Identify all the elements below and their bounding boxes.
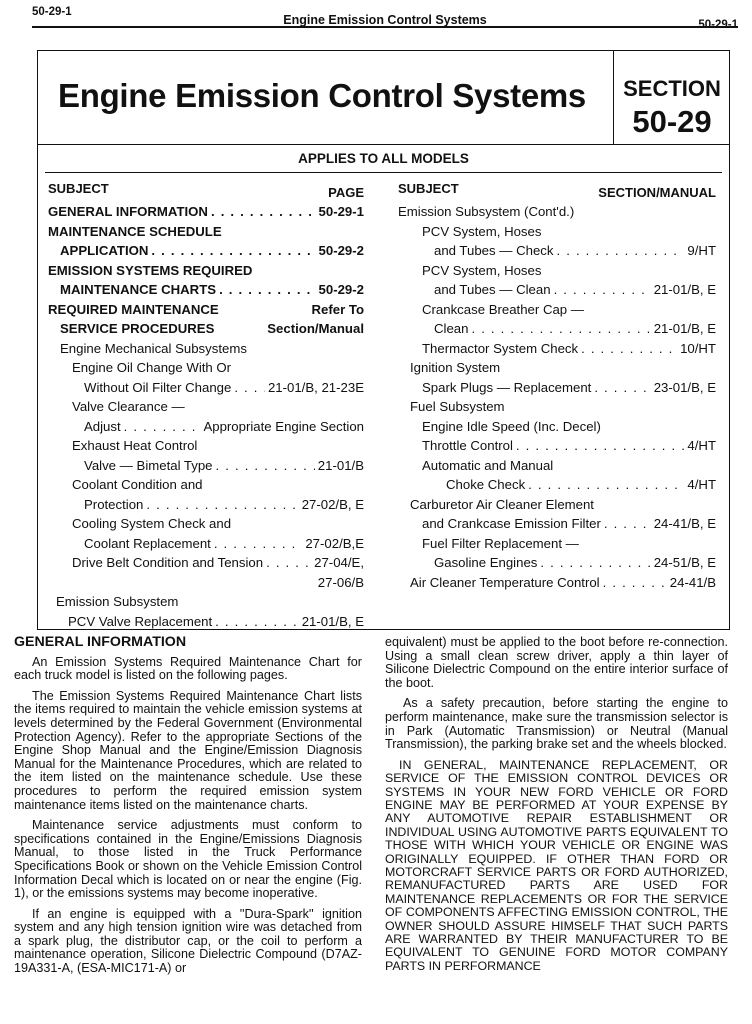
section-label: SECTION	[623, 76, 721, 101]
toc-entry[interactable]	[398, 319, 716, 339]
toc-entry-text: Cooling System Check and	[72, 516, 232, 531]
toc-entry-text: Coolant Replacement	[84, 535, 211, 551]
toc-entry[interactable]	[48, 358, 364, 378]
body-paragraph: If an engine is equipped with a ''Dura-Spark'' ignition system and any high tension ignition wire was detached from a spark plug, the distributor cap, or the coil to perform a maintenance operation, Silicone Dielectric Compound (D7AZ-19A331-A, (ESA-MIC171-A) or	[14, 906, 362, 976]
leader-dots	[215, 612, 299, 632]
body-paragraph: An Emission Systems Required Maintenance Chart for each truck model is listed on the following pages.	[14, 654, 362, 683]
toc-entry-text: Coolant Condition and	[72, 477, 203, 492]
toc-entry-page-continued: 27-06/B	[317, 574, 364, 590]
toc-entry-text: Valve Clearance —	[72, 399, 185, 414]
toc-entry[interactable]	[48, 456, 364, 476]
toc-entry[interactable]	[48, 300, 364, 320]
toc-entry-page: 24-41/B, E	[653, 516, 716, 531]
leader-dots	[554, 280, 651, 300]
toc-entry-text: and Crankcase Emission Filter	[422, 516, 601, 531]
body-left-column	[14, 636, 362, 983]
leader-dots	[603, 573, 667, 593]
toc-entry-text: Without Oil Filter Change	[84, 379, 232, 395]
toc-entry-text: Choke Check	[446, 477, 526, 492]
body-paragraph: equivalent) must be applied to the boot before re-connection. Using a small clean screw driver, apply a thin layer of Silicone Dielectric Compound on the entire interior surface of the boot.	[385, 635, 728, 690]
running-header-title: Engine Emission Control Systems	[283, 13, 487, 27]
leader-dots	[594, 378, 650, 398]
toc-entry-text: MAINTENANCE CHARTS	[60, 282, 217, 297]
toc-entry-page: Appropriate Engine Section	[203, 418, 364, 434]
toc-entry-text: Engine Idle Speed (Inc. Decel)	[422, 418, 601, 434]
leader-dots	[516, 436, 685, 456]
subject-heading: SUBJECT	[48, 181, 109, 196]
leader-dots	[581, 339, 677, 359]
toc-entry-text: Ignition System	[410, 360, 501, 375]
toc-entry-text: MAINTENANCE SCHEDULE	[48, 223, 222, 239]
toc-entry[interactable]	[398, 514, 716, 534]
toc-entry[interactable]	[48, 319, 364, 339]
applies-to-line: APPLIES TO ALL MODELS	[298, 151, 469, 166]
toc-entry-page: 50-29-2	[318, 243, 364, 258]
toc-entry[interactable]	[48, 397, 364, 417]
leader-dots	[540, 553, 650, 573]
toc-entry-text: Engine Oil Change With Or	[72, 360, 232, 375]
toc-column-header	[48, 179, 364, 202]
section-badge	[613, 51, 730, 144]
toc-entry[interactable]	[398, 417, 716, 437]
toc-entry-text: REQUIRED MAINTENANCE	[48, 301, 219, 317]
body-paragraph: The Emission Systems Required Maintenance Chart lists the items required to maintain the vehicle emission systems at levels determined by the Federal Government (Environmental Protection Agency). Refer to the appropriate Sections of the Engine Shop Manual and the Engine/Emission Diagnosis Manual for the Maintenance Procedures, which are related to the item listed on the maintenance schedule. Use these procedures to perform the required emission system maintenance items listed on the maintenance charts.	[14, 688, 362, 812]
toc-entry-page: 23-01/B, E	[653, 379, 716, 395]
toc-entry[interactable]	[398, 378, 716, 398]
toc-entry-page: 27-04/E,	[314, 555, 364, 570]
section-contents-box	[37, 50, 730, 630]
toc-entry-text: Emission Subsystem	[56, 594, 179, 609]
toc-entry-text: Emission Subsystem (Cont'd.)	[398, 204, 575, 219]
toc-entry-text: and Tubes — Check	[434, 243, 554, 258]
toc-entry-text: Protection	[84, 496, 144, 512]
toc-entry-text: Air Cleaner Temperature Control	[410, 574, 600, 590]
toc-entry-text: PCV System, Hoses	[422, 223, 542, 239]
toc-entry[interactable]	[398, 436, 716, 456]
toc-entry-text: GENERAL INFORMATION	[48, 204, 208, 219]
leader-dots	[214, 534, 303, 554]
toc-entry-text: Clean	[434, 321, 469, 336]
body-paragraph: As a safety precaution, before starting the engine to perform maintenance, make sure the transmission selector is in Park (Automatic Transmission) or Neutral (Manual Transmission), the parking brake set and the wheels blocked.	[385, 696, 728, 752]
leader-dots	[528, 475, 684, 495]
leader-dots	[266, 553, 311, 573]
toc-entry-text: Thermactor System Check	[422, 340, 579, 356]
leader-dots	[124, 417, 201, 437]
leader-dots	[146, 495, 298, 515]
toc-entry-page: 21-01/B, E	[301, 613, 364, 629]
toc-entry-text: EMISSION SYSTEMS REQUIRED	[48, 262, 253, 278]
toc-entry[interactable]	[48, 514, 364, 534]
title-row	[38, 51, 729, 145]
toc-entry[interactable]	[398, 339, 716, 359]
toc-entry-text: Valve — Bimetal Type	[84, 457, 213, 473]
leader-dots	[216, 456, 315, 476]
toc-entry[interactable]	[48, 475, 364, 495]
toc-column-header	[398, 179, 716, 202]
toc-entry[interactable]	[398, 495, 716, 515]
toc-entry[interactable]	[398, 222, 716, 242]
toc-entry[interactable]	[398, 280, 716, 300]
section-number: 50-29	[632, 104, 712, 139]
toc-entry-page: 27-02/B, E	[301, 496, 364, 512]
toc-entry-text: and Tubes — Clean	[434, 282, 551, 297]
toc-entry[interactable]	[398, 300, 716, 320]
toc-entry[interactable]	[398, 475, 716, 495]
toc-entry[interactable]	[48, 280, 364, 300]
toc-entry-page: 21-01/B, E	[653, 321, 716, 336]
leader-dots	[604, 514, 651, 534]
toc-entry-page: 4/HT	[687, 477, 716, 492]
toc-entry-text: Drive Belt Condition and Tension	[72, 555, 264, 570]
toc-entry-page: 24-51/B, E	[653, 555, 716, 570]
running-header	[32, 4, 738, 31]
toc-entry-page: 24-41/B	[669, 574, 716, 590]
toc-entry-text: Throttle Control	[422, 438, 513, 453]
toc-entry[interactable]	[48, 261, 364, 281]
toc-entry-text: Exhaust Heat Control	[72, 438, 198, 453]
toc-entry-text: APPLICATION	[60, 243, 149, 258]
toc-entry-page: 21-01/B	[317, 457, 364, 473]
toc-entry-text: Crankcase Breather Cap —	[422, 301, 584, 317]
toc-entry-text: SERVICE PROCEDURES	[60, 321, 215, 336]
toc-entry-page: 4/HT	[687, 438, 716, 453]
toc-entry-text: PCV Valve Replacement	[68, 613, 213, 629]
toc-right-column	[398, 179, 716, 592]
running-header-page-left: 50-29-1	[32, 6, 72, 18]
toc-entry-text: Gasoline Engines	[434, 555, 538, 570]
toc-entry-page: 27-02/B,E	[305, 535, 364, 551]
toc-entry-text: Carburetor Air Cleaner Element	[410, 496, 594, 512]
toc-entry[interactable]	[398, 241, 716, 261]
leader-dots	[151, 241, 315, 261]
toc-entry[interactable]	[48, 417, 364, 437]
toc-entry-page: 50-29-1	[318, 204, 364, 219]
leader-dots	[471, 319, 650, 339]
toc-entry[interactable]	[48, 436, 364, 456]
toc-entry-text: Automatic and Manual	[422, 457, 554, 473]
body-right-column	[385, 636, 728, 980]
toc-entry-text: Fuel Filter Replacement —	[422, 535, 579, 551]
toc-entry[interactable]	[48, 378, 364, 398]
divider	[45, 172, 722, 173]
toc-entry[interactable]	[398, 456, 716, 476]
warranty-notice-paragraph: IN GENERAL, MAINTENANCE REPLACEMENT, OR SERVICE OF THE EMISSION CONTROL DEVICES OR SYSTEMS IN YOUR NEW FORD VEHICLE OR FORD ENGINE MAY BE PERFORMED AT YOUR EXPENSE BY ANY AUTOMOTIVE REPAIR ESTABLISHMENT OR INDIVIDUAL USING AUTOMOTIVE PARTS EQUIVALENT TO THOSE WITH WHICH YOUR VEHICLE OR ENGINE WAS ORIGINALLY EQUIPPED. IF OTHER THAN FORD OR MOTORCRAFT SERVICE PARTS OR FORD AUTHORIZED, REMANUFACTURED PARTS ARE USED FOR MAINTENANCE REPLACEMENTS OR FOR THE SERVICE OF COMPONENTS AFFECTING EMISSION CONTROL, THE OWNER SHOULD ASSURE HIMSELF THAT SUCH PARTS ARE WARRANTED BY THEIR MANUFACTURER TO BE EQUIVALENT TO GENUINE FORD MOTOR COMPANY PARTS IN PERFORMANCE	[385, 757, 728, 973]
toc-entry[interactable]	[48, 241, 364, 261]
toc-left-column	[48, 179, 364, 631]
toc-entry[interactable]	[48, 202, 364, 222]
toc-entry-text: Adjust	[84, 418, 121, 434]
toc-entry[interactable]	[48, 612, 364, 632]
toc-entry-text: Spark Plugs — Replacement	[422, 379, 592, 395]
leader-dots	[234, 378, 265, 398]
toc-entry-text: Engine Mechanical Subsystems	[60, 340, 247, 356]
toc-entry-page: 21-01/B, E	[653, 282, 716, 297]
leader-dots	[211, 202, 316, 222]
leader-dots	[557, 241, 685, 261]
toc-entry[interactable]	[48, 222, 364, 242]
section-manual-heading: SECTION/MANUAL	[598, 185, 716, 200]
toc-entry-page: Section/Manual	[267, 321, 364, 336]
subject-heading: SUBJECT	[398, 181, 459, 196]
toc-entry[interactable]	[398, 261, 716, 281]
toc-entry-page: 21-01/B, 21-23E	[267, 379, 364, 395]
toc-entry-page: 50-29-2	[318, 282, 364, 297]
leader-dots	[219, 280, 315, 300]
toc-entry-page: 9/HT	[687, 243, 716, 258]
general-information-heading: GENERAL INFORMATION	[14, 634, 187, 650]
toc-entry[interactable]	[398, 397, 716, 417]
toc-entry[interactable]	[398, 202, 716, 222]
toc-entry-page: Refer To	[311, 301, 364, 317]
toc-entry[interactable]	[398, 358, 716, 378]
toc-entry[interactable]	[398, 573, 716, 593]
body-paragraph: Maintenance service adjustments must conform to specifications contained in the Engine/Emissions Diagnosis Manual, to those listed in the Truck Performance Specifications Book or shown on the Vehicle Emission Control Information Decal which is located on or near the engine (Fig. 1), or the emissions systems may become inoperative.	[14, 818, 362, 901]
page-heading: PAGE	[328, 185, 364, 200]
toc-entry-page: 10/HT	[680, 340, 716, 356]
toc-entry[interactable]	[48, 534, 364, 554]
toc-entry-text: PCV System, Hoses	[422, 262, 542, 278]
toc-entry[interactable]	[398, 553, 716, 573]
toc-entry[interactable]	[48, 592, 364, 612]
page-title: Engine Emission Control Systems	[58, 77, 586, 114]
toc-entry-text: Fuel Subsystem	[410, 399, 505, 414]
toc-entry[interactable]	[398, 534, 716, 554]
running-header-page-right: 50-29-1	[698, 19, 738, 31]
toc-entry[interactable]	[48, 553, 364, 573]
toc-entry[interactable]	[48, 495, 364, 515]
toc-entry[interactable]	[48, 339, 364, 359]
